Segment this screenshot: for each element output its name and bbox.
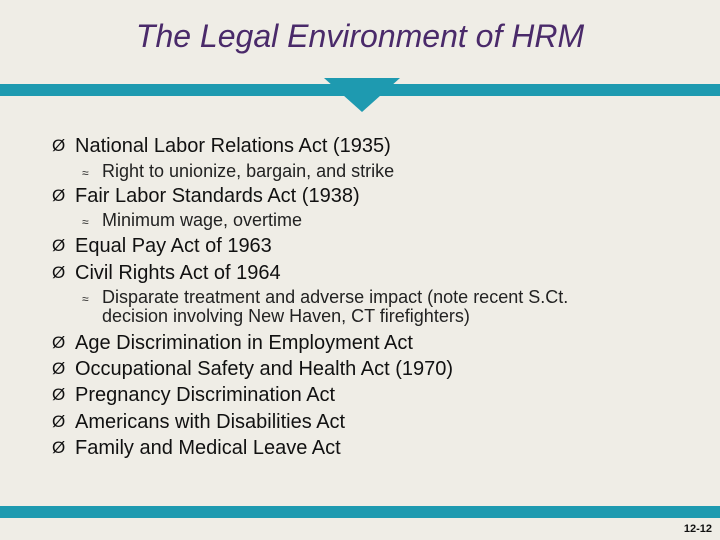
bullet-text: National Labor Relations Act (1935) <box>75 135 391 157</box>
bullet-text: Age Discrimination in Employment Act <box>75 332 413 354</box>
bullet-text: Pregnancy Discrimination Act <box>75 384 336 406</box>
bullet-text: Civil Rights Act of 1964 <box>75 262 281 284</box>
arrow-bullet-icon: Ø <box>52 263 66 282</box>
arrow-bullet-icon: Ø <box>52 438 66 457</box>
arrow-bullet-icon: Ø <box>52 385 66 404</box>
arrow-bullet-icon: Ø <box>52 412 66 431</box>
arrow-bullet-icon: Ø <box>52 359 66 378</box>
slide-title: The Legal Environment of HRM <box>135 18 585 54</box>
sub-bullet-text-line1: Disparate treatment and adverse impact (note recent S.Ct. <box>102 287 569 307</box>
bullet-text: Family and Medical Leave Act <box>75 437 341 459</box>
bullet-text: Occupational Safety and Health Act (1970) <box>75 358 454 380</box>
approx-bullet-icon: ≈ <box>82 292 89 306</box>
sub-bullet-text <box>102 288 662 326</box>
arrow-bullet-icon: Ø <box>52 136 66 155</box>
arrow-bullet-icon: Ø <box>52 186 66 205</box>
bottom-accent-band <box>0 506 720 518</box>
sub-bullet-text: Right to unionize, bargain, and strike <box>102 161 395 181</box>
approx-bullet-icon: ≈ <box>82 215 89 229</box>
bullet-text: Americans with Disabilities Act <box>75 411 346 433</box>
bullet-text: Fair Labor Standards Act (1938) <box>75 185 360 207</box>
arrow-bullet-icon: Ø <box>52 236 66 255</box>
arrow-bullet-icon: Ø <box>52 333 66 352</box>
sub-bullet-text-line2: decision involving New Haven, CT firefighters) <box>102 306 470 326</box>
approx-bullet-icon: ≈ <box>82 166 89 180</box>
sub-bullet-text: Minimum wage, overtime <box>102 210 303 230</box>
bullet-text: Equal Pay Act of 1963 <box>75 235 272 257</box>
top-notch-triangle <box>324 78 400 112</box>
page-number: 12-12 <box>683 523 712 535</box>
